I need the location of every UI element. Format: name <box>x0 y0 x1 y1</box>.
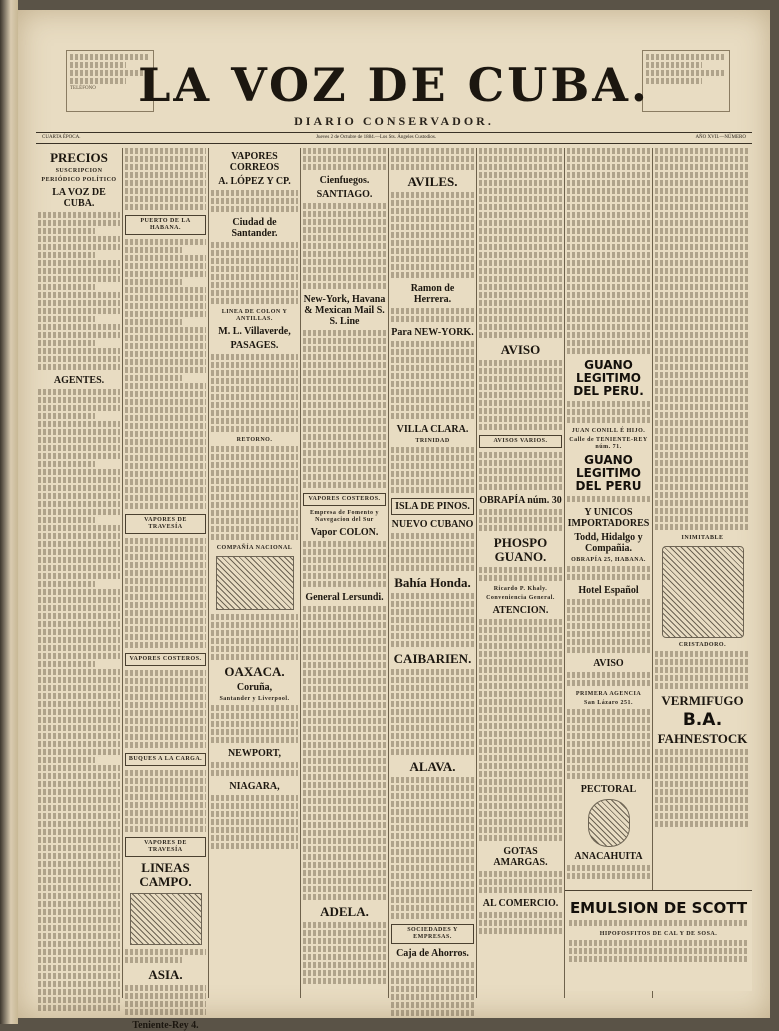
col5-heading-alava: ALAVA. <box>409 759 456 774</box>
col8-heading-fahnestock: FAHNESTOCK <box>657 731 748 746</box>
newspaper-page[interactable] <box>18 10 770 1031</box>
col1-heading-agentes: AGENTES. <box>53 375 105 386</box>
col7-heading-todd-hidalgo: Todd, Hidalgo y Compañia. <box>574 532 643 554</box>
col1-heading-suscripcion: SUSCRIPCION <box>55 168 103 174</box>
col3-heading-coruna: Coruña, <box>236 682 273 693</box>
column-2 <box>123 148 208 1031</box>
column-1 <box>36 148 122 998</box>
ear-left-note: TELÉFONO <box>70 86 96 91</box>
col6-heading-obrapia-30: OBRAPÍA núm. 30 <box>479 495 562 506</box>
col7-heading-guano-1: GUANO LEGITIMO DEL PERU. <box>573 358 644 398</box>
col6-heading-phospo-guano: PHOSPO GUANO. <box>493 535 548 564</box>
col5-heading-bahia-honda: Bahía Honda. <box>394 575 471 590</box>
col1-heading-precios: PRECIOS <box>50 150 108 165</box>
col5-heading-sociedades: SOCIEDADES Y EMPRESAS. <box>391 924 474 944</box>
col3-heading-lopez: A. LÓPEZ Y CP. <box>218 176 291 187</box>
col3-heading-niagara: NIAGARA, <box>229 781 280 792</box>
col7-heading-conill: JUAN CONILL É HIJO. <box>571 428 646 434</box>
col6-heading-conveniencia: Conveniencia General. <box>486 595 555 601</box>
masthead-title: LA VOZ DE CUBA. <box>138 58 650 112</box>
portrait-medallion-illustration <box>662 546 744 638</box>
column-4 <box>301 148 388 998</box>
dateline <box>36 132 752 144</box>
company-flag-illustration <box>216 556 294 610</box>
col4-heading-santiago: SANTIAGO. <box>316 189 373 200</box>
col5-heading-caja-ahorros: Caja de Ahorros. <box>396 948 469 959</box>
col8-heading-inimitable: INIMITABLE <box>681 535 724 541</box>
ship-flag-illustration <box>130 893 202 945</box>
col6-heading-atencion: ATENCION. <box>492 605 549 616</box>
col4-heading-lersundi: General Lersundi. <box>305 592 384 603</box>
col4-heading-empresa-fomento: Empresa de Fomento y Navegacion del Sur <box>309 510 380 523</box>
column-3 <box>209 148 300 998</box>
col8-heading-cristadoro: CRISTADORO. <box>678 642 727 648</box>
column-8 <box>653 148 752 998</box>
col4-heading-cienfuegos: Cienfuegos. <box>319 175 370 186</box>
dateline-center: Jueves 2 de Octubre de 1884.—Los Sts. Ángeles Custodios. <box>316 135 437 140</box>
dateline-left: CUARTA ÉPOCA. <box>42 135 81 140</box>
col7-heading-obrapia-25: OBRAPÍA 25, HABANA. <box>571 557 646 563</box>
col5-heading-trinidad: TRINIDAD <box>415 438 450 444</box>
col4-heading-vapores-costeros: VAPORES COSTEROS. <box>303 493 386 506</box>
col5-heading-new-york: Para NEW-YORK. <box>391 327 474 338</box>
col2-heading-asia: ASIA. <box>148 967 183 982</box>
col3-heading-villaverde: M. L. Villaverde, <box>218 326 291 337</box>
col5-heading-aviles: AVILES. <box>407 174 458 189</box>
col8-heading-ba: B.A. <box>682 710 723 730</box>
col3-heading-pasages: PASAGES. <box>230 340 279 351</box>
dateline-right: AÑO XVII.—NÚMERO <box>695 135 746 140</box>
col7-heading-primera-agencia: PRIMERA AGENCIA <box>575 691 642 697</box>
col6-heading-al-comercio: AL COMERCIO. <box>482 898 559 909</box>
col3-heading-compania-nacional: COMPAÑÍA NACIONAL <box>216 545 293 551</box>
col7-heading-guano-2: GUANO LEGITIMO DEL PERU <box>575 453 642 493</box>
col7-heading-anacahuita: ANACAHUITA <box>574 851 643 862</box>
col7-heading-san-lazaro: San Lázaro 251. <box>584 700 633 706</box>
tree-emblem-illustration <box>588 799 630 847</box>
col6-heading-khaly: Ricardo P. Khaly. <box>493 586 548 592</box>
col7-heading-teniente-rey: Calle de TENIENTE-REY núm. 71. <box>569 437 648 450</box>
col5-heading-isla-pinos: ISLA DE PINOS. <box>391 498 474 515</box>
col5-heading-villa-clara: VILLA CLARA. <box>396 424 469 435</box>
col4-heading-ny-havana: New-York, Havana & Mexican Mail S. S. Line <box>303 294 386 327</box>
col3-heading-oaxaca: OAXACA. <box>224 664 285 679</box>
col3-heading-retorno: RETORNO. <box>236 437 273 443</box>
col7-heading-importadores: Y UNICOS IMPORTADORES <box>567 507 650 529</box>
col6-heading-aviso: AVISO <box>500 342 541 357</box>
col4-heading-adela: ADELA. <box>320 904 369 919</box>
col3-heading-vapores-correos: VAPORES CORREOS <box>229 151 280 173</box>
column-7 <box>565 148 652 998</box>
col4-heading-vapor-colon: Vapor COLON. <box>310 527 379 538</box>
column-6 <box>477 148 564 998</box>
col2-heading-puerto: PUERTO DE LA HABANA. <box>125 215 206 235</box>
col2-heading-teniente-rey: Teniente-Rey 4. <box>132 1020 199 1031</box>
column-5 <box>389 148 476 998</box>
page-edge <box>0 0 18 1024</box>
col2-heading-lineas-campo: LINEAS CAMPO. <box>139 860 192 889</box>
col7-heading-hotel-espanol: Hotel Español <box>578 585 639 596</box>
col2-heading-vapores-costeros: VAPORES COSTEROS. <box>125 653 206 666</box>
col5-heading-nuevo-cubano: NUEVO CUBANO <box>391 519 474 530</box>
col3-heading-linea-colon: LINEA DE COLON Y ANTILLAS. <box>221 309 288 322</box>
col6-heading-avisos-varios: AVISOS VARIOS. <box>479 435 562 448</box>
emulsion-ad <box>565 890 752 991</box>
col5-heading-caibarien: CAIBARIEN. <box>393 651 472 666</box>
col6-heading-gotas-amargas: GOTAS AMARGAS. <box>493 846 548 868</box>
emulsion-title: EMULSION DE SCOTT <box>569 899 748 917</box>
col3-heading-santander: Ciudad de Santander. <box>231 217 278 239</box>
col2-heading-vapores-travesia-2: VAPORES DE TRAVESÍA <box>125 837 206 857</box>
col2-heading-buques: BUQUES A LA CARGA. <box>125 753 206 766</box>
col3-heading-newport: NEWPORT, <box>227 748 282 759</box>
col7-heading-pectoral: PECTORAL <box>580 784 637 795</box>
col3-heading-santander-liverpool: Santander y Liverpool. <box>219 696 290 702</box>
col1-heading-lavoz: LA VOZ DE CUBA. <box>52 187 106 209</box>
col7-heading-aviso: AVISO <box>593 658 624 669</box>
col5-heading-herrera: Ramon de Herrera. <box>410 283 455 305</box>
emulsion-subtitle: HIPOFOSFITOS DE CAL Y DE SOSA. <box>599 931 718 937</box>
col8-heading-vermifugo: VERMIFUGO <box>661 693 744 708</box>
masthead-subtitle: DIARIO CONSERVADOR. <box>294 114 494 128</box>
col2-heading-vapores-travesia: VAPORES DE TRAVESÍA <box>125 514 206 534</box>
col1-heading-periodico: PERIÓDICO POLÍTICO <box>41 177 117 183</box>
